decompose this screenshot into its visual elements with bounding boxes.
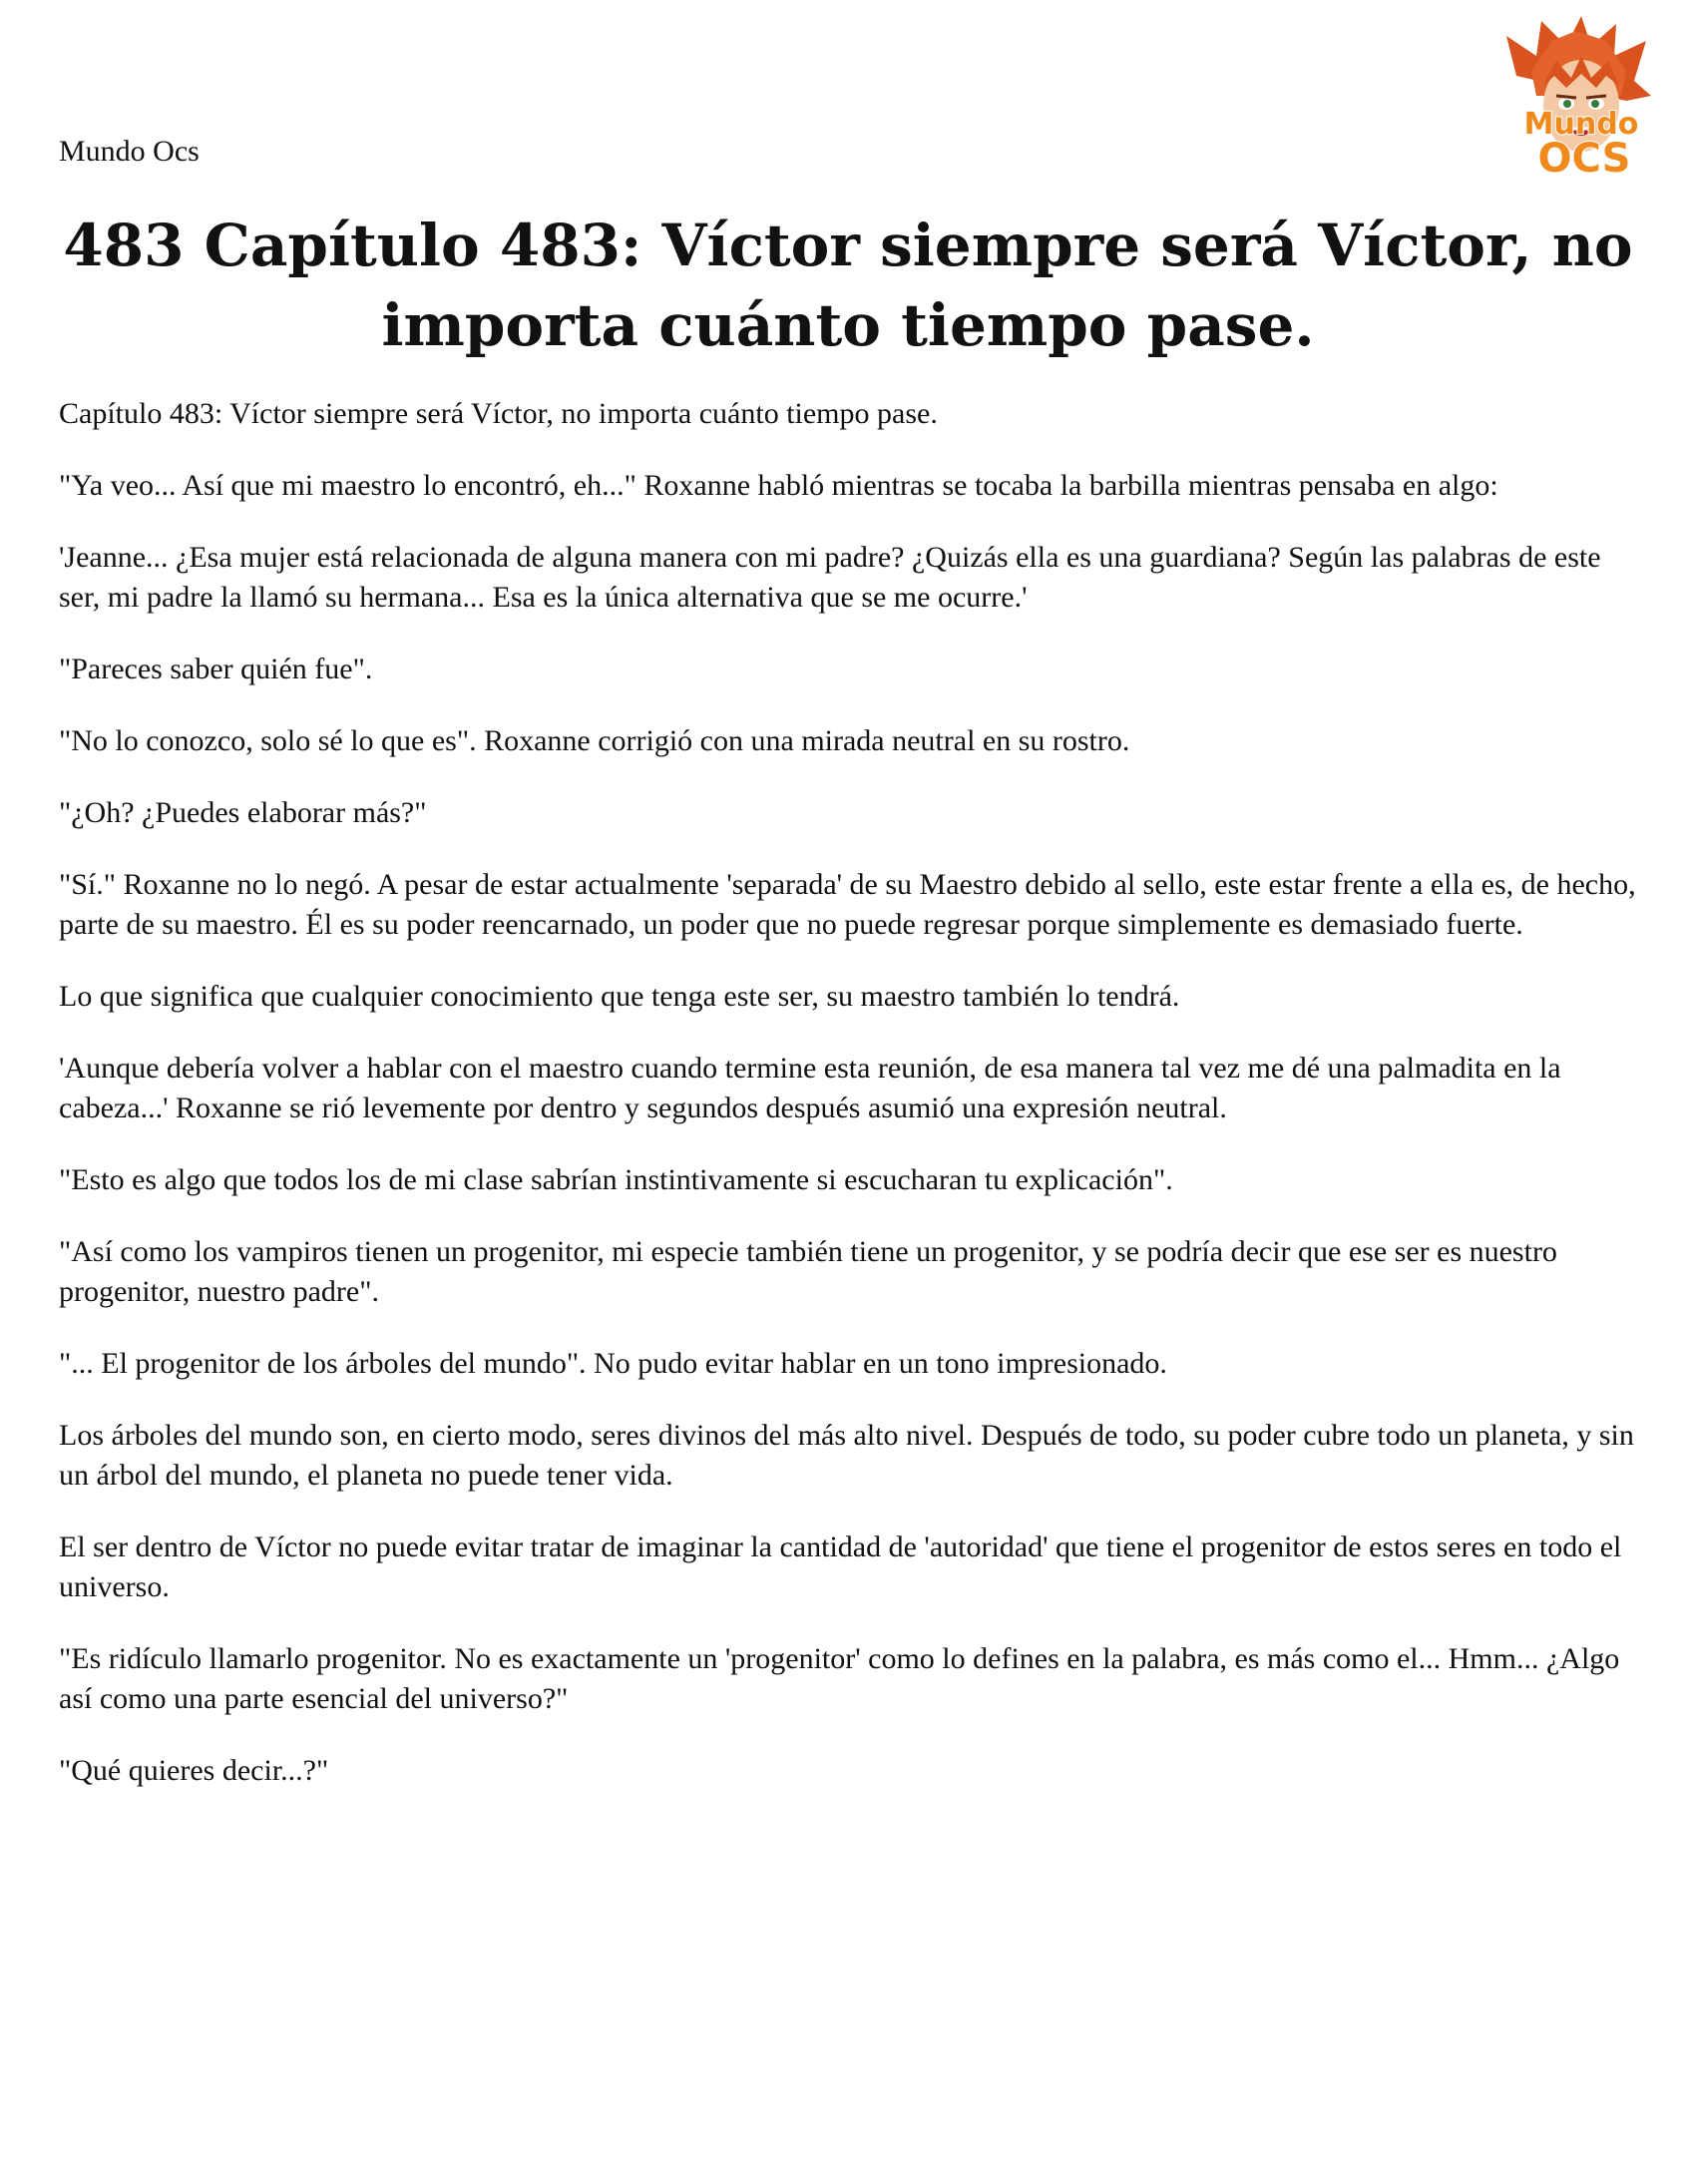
paragraph: 'Jeanne... ¿Esa mujer está relacionada de alguna manera con mi padre? ¿Quizás ella es una guardiana? Según las palabras de este ser, mi padre la llamó su hermana... Esa es la única alternativa que se me ocurre.'	[59, 541, 1601, 614]
paragraph: Los árboles del mundo son, en cierto modo, seres divinos del más alto nivel. Después de todo, su poder cubre todo un planeta, y sin un árbol del mundo, el planeta no puede tener vida.	[59, 1419, 1634, 1492]
paragraph: Lo que significa que cualquier conocimiento que tenga este ser, su maestro también lo tendrá.	[59, 980, 1180, 1013]
chapter-title: 483 Capítulo 483: Víctor siempre será Víctor, no importa cuánto tiempo pase.	[63, 212, 1633, 359]
chapter-body	[59, 394, 1645, 1823]
paragraph: 'Aunque debería volver a hablar con el maestro cuando termine esta reunión, de esa manera tal vez me dé una palmadita en la cabeza...' Roxanne se rió levemente por dentro y segundos después asumió una expresión neutral.	[59, 1052, 1561, 1124]
paragraph: "... El progenitor de los árboles del mundo". No pudo evitar hablar en un tono impresionado.	[59, 1347, 1167, 1380]
paragraph: Capítulo 483: Víctor siempre será Víctor, no importa cuánto tiempo pase.	[59, 397, 938, 430]
paragraph: "No lo conozco, solo sé lo que es". Roxanne corrigió con una mirada neutral en su rostro.	[59, 724, 1130, 757]
mundo-ocs-logo	[1496, 16, 1666, 181]
paragraph: "¿Oh? ¿Puedes elaborar más?"	[59, 796, 427, 829]
paragraph: "Sí." Roxanne no lo negó. A pesar de estar actualmente 'separada' de su Maestro debido al sello, este estar frente a ella es, de hecho, parte de su maestro. Él es su poder reencarnado, un poder que no puede regresar porque simplemente es demasiado fuerte.	[59, 868, 1636, 941]
paragraph: "Así como los vampiros tienen un progenitor, mi especie también tiene un progenitor, y se podría decir que ese ser es nuestro progenitor, nuestro padre".	[59, 1235, 1557, 1308]
paragraph: "Ya veo... Así que mi maestro lo encontró, eh..." Roxanne habló mientras se tocaba la barbilla mientras pensaba en algo:	[59, 469, 1498, 502]
paragraph: "Qué quieres decir...?"	[59, 1754, 329, 1787]
svg-text:Mundo: Mundo	[1523, 107, 1639, 142]
paragraph: "Esto es algo que todos los de mi clase sabrían instintivamente si escucharan tu explicación".	[59, 1163, 1173, 1196]
logo-mascot-icon	[1496, 16, 1666, 181]
site-name: Mundo Ocs	[59, 135, 200, 168]
paragraph: "Es ridículo llamarlo progenitor. No es exactamente un 'progenitor' como lo defines en la palabra, es más como el... Hmm... ¿Algo así como una parte esencial del universo?"	[59, 1642, 1620, 1715]
svg-text:OCS: OCS	[1537, 136, 1631, 181]
paragraph: El ser dentro de Víctor no puede evitar tratar de imaginar la cantidad de 'autoridad' que tiene el progenitor de estos seres en todo el universo.	[59, 1530, 1622, 1603]
paragraph: "Pareces saber quién fue".	[59, 653, 373, 685]
